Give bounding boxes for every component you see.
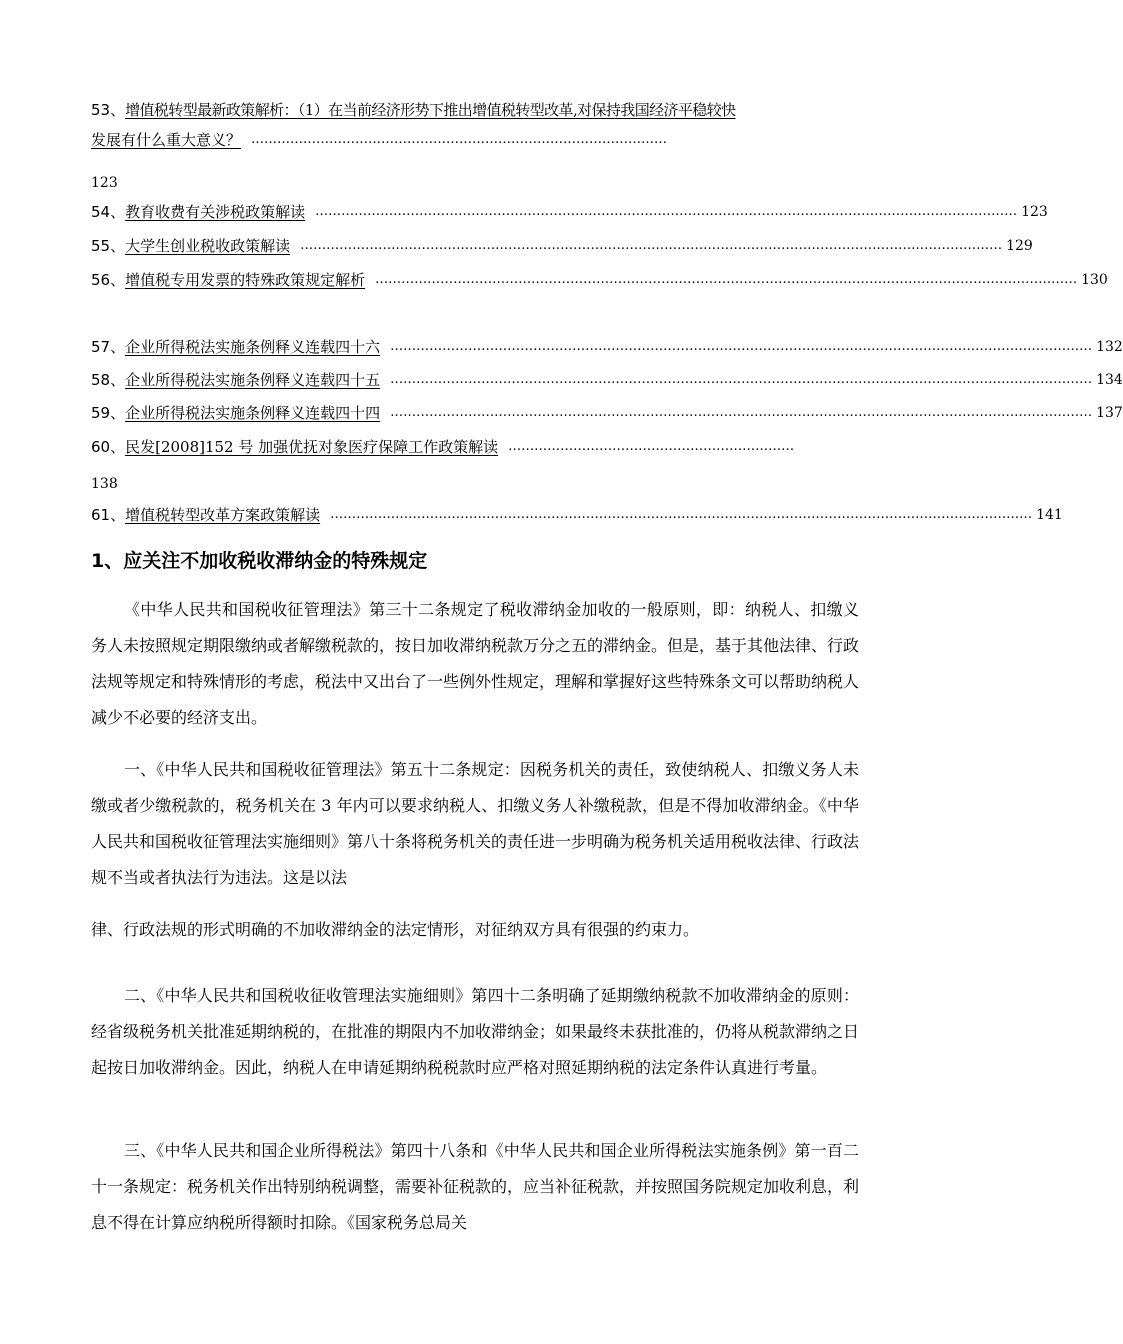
toc-page-number: 141 [1036,507,1063,523]
toc-item-number: 55、 [91,237,126,255]
toc-leader-dots: ……………………………………………………………………………………………………………………………………………… [390,339,1093,354]
toc-item-54[interactable] [91,196,1048,222]
toc-page-number: 132 [1096,339,1123,355]
toc-item-title[interactable]: 企业所得税法实施条例释义连载四十六 [125,338,381,356]
toc-item-number: 56、 [91,271,126,289]
toc-page-number: 130 [1081,272,1108,288]
toc-item-number: 60、 [91,438,126,456]
toc-item-title[interactable]: 大学生创业税收政策解读 [125,237,291,255]
body-paragraph-2: 一、《中华人民共和国税收征管理法》第五十二条规定：因税务机关的责任，致使纳税人、扣缴义务人未缴或者少缴税款的，税务机关在 3 年内可以要求纳税人、扣缴义务人补缴税款，但是不得加收滞纳金。《中华人民共和国税收征管理法实施细则》第八十条将税务机关的责任进一步明确为税务机关适用税收法律、行政法规不当或者执法行为违法。这是以法 [91,760,860,887]
toc-page-number: 137 [1096,405,1123,421]
toc-item-title[interactable]: 企业所得税法实施条例释义连载四十五 [125,371,381,389]
toc-item-60[interactable] [91,431,839,457]
toc-item-59[interactable] [91,397,1123,423]
section-heading [91,548,427,574]
toc-leader-dots: …………………………………………………………………………………… [251,132,668,147]
toc-page-number: 134 [1096,372,1123,388]
toc-leader-dots: ……………………………………………………………………………………………………………………………………………… [315,204,1018,219]
toc-leader-dots: ……………………………………………………………………………………………………………………………………………… [390,405,1093,420]
toc-item-53-line2[interactable] [91,124,839,150]
toc-leader-dots: ……………………………………………………………………………………………………………………………………………… [375,272,1078,287]
toc-item-title[interactable]: 增值税专用发票的特殊政策规定解析 [125,271,366,289]
toc-item-number: 57、 [91,338,126,356]
toc-item-title[interactable]: 民发[2008]152 号 加强优抚对象医疗保障工作政策解读 [125,438,499,456]
toc-item-58[interactable] [91,364,1123,390]
toc-item-61[interactable] [91,499,1063,525]
section-heading-number: 1、 [91,550,124,572]
body-paragraph-4: 三、《中华人民共和国企业所得税法》第四十八条和《中华人民共和国企业所得税法实施条例》第一百二十一条规定：税务机关作出特别纳税调整，需要补征税款的，应当补征税款，并按照国务院规定加收利息，利息不得在计算应纳税所得额时扣除。《国家税务总局关 [91,1141,860,1232]
toc-item-title[interactable]: 增值税转型最新政策解析：（1）在当前经济形势下推出增值税转型改革,对保持我国经济平稳较快 [125,101,736,119]
toc-page-number: 138 [91,476,118,492]
toc-leader-dots: ………………………………………………………… [508,439,795,454]
toc-item-title[interactable]: 教育收费有关涉税政策解读 [125,203,306,221]
toc-item-57[interactable] [91,331,1123,357]
toc-item-55[interactable] [91,230,1033,256]
toc-item-title[interactable]: 增值税转型改革方案政策解读 [125,506,321,524]
toc-leader-dots: ……………………………………………………………………………………………………………………………………………… [300,238,1003,253]
toc-page-number: 123 [1021,204,1048,220]
body-paragraph-1: 《中华人民共和国税收征管理法》第三十二条规定了税收滞纳金加收的一般原则，即：纳税人、扣缴义务人未按照规定期限缴纳或者解缴税款的，按日加收滞纳税款万分之五的滞纳金。但是，基于其他法律、行政法规等规定和特殊情形的考虑，税法中又出台了一些例外性规定，理解和掌握好这些特殊条文可以帮助纳税人减少不必要的经济支出。 [91,600,860,727]
toc-leader-dots: ……………………………………………………………………………………………………………………………………………… [330,507,1033,522]
toc-item-title[interactable]: 企业所得税法实施条例释义连载四十四 [125,404,381,422]
toc-item-title[interactable]: 发展有什么重大意义？ [91,131,242,149]
toc-item-number: 53、 [91,101,126,119]
toc-item-number: 59、 [91,404,126,422]
toc-item-53-line1[interactable] [91,100,736,120]
toc-item-number: 61、 [91,506,126,524]
toc-page-number: 129 [1006,238,1033,254]
body-paragraph-2-continued: 律、行政法规的形式明确的不加收滞纳金的法定情形，对征纳双方具有很强的约束力。 [91,920,700,939]
section-heading-text: 应关注不加收税收滞纳金的特殊规定 [123,550,428,572]
body-paragraph-3: 二、《中华人民共和国税收征收管理法实施细则》第四十二条明确了延期缴纳税款不加收滞纳金的原则：经省级税务机关批准延期纳税的，在批准的期限内不加收滞纳金；如果最终未获批准的，仍将从税款滞纳之日起按日加收滞纳金。因此，纳税人在申请延期纳税税款时应严格对照延期纳税的法定条件认真进行考量。 [91,986,860,1077]
toc-item-56[interactable] [91,264,1108,290]
toc-leader-dots: ……………………………………………………………………………………………………………………………………………… [390,372,1093,387]
toc-item-number: 58、 [91,371,126,389]
toc-page-number: 123 [91,175,118,191]
toc-item-number: 54、 [91,203,126,221]
